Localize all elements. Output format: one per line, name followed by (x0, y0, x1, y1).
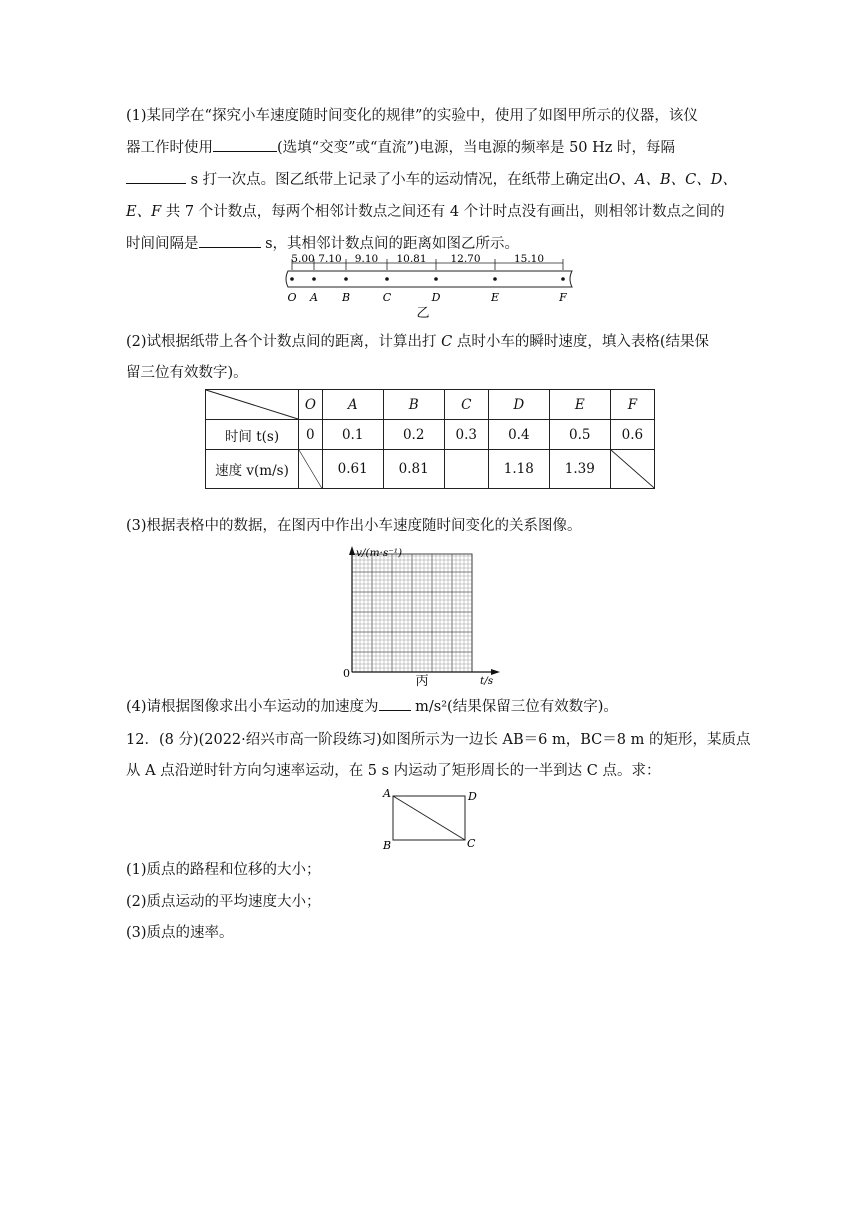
time-row-label: 时间 t(s) (206, 420, 299, 450)
q11-part1-line4: E、F 共 7 个计数点，每两个相邻计数点之间还有 4 个计时点没有画出，则相邻计数点之间的 (126, 204, 725, 220)
graph-caption: 丙 (415, 674, 429, 689)
table-header: O (299, 390, 323, 420)
table-header: B (383, 390, 444, 420)
q12-line1: 12．(8 分)(2022·绍兴市高一阶段练习)如图所示为一边长 AB＝6 m，BC＝8 m 的矩形，某质点 (126, 732, 751, 748)
tape-point-label: D (431, 291, 441, 304)
y-axis-label: v/(m·s⁻¹) (356, 547, 403, 559)
q12-sub2: (2)质点运动的平均速度大小； (126, 894, 321, 910)
q11-part1-line1: (1)某同学在“探究小车速度随时间变化的规律”的实验中，使用了如图甲所示的仪器，该仪 (126, 108, 698, 124)
table-cell: 0.4 (488, 420, 549, 450)
tape-point-label: A (310, 291, 318, 304)
q11-part4: (4)请根据图像求出小车运动的加速度为 m/s²(结果保留三位有效数字)。 (126, 699, 618, 715)
q11-part1-line2: 器工作时使用 (选填“交变”或“直流”)电源，当电源的频率是 50 Hz 时，每隔 (126, 140, 676, 156)
tape-distance-label: 9.10 (354, 253, 379, 265)
tape-point-label: E (490, 291, 500, 304)
table-cell: 1.18 (488, 450, 549, 489)
q12-line2: 从 A 点沿逆时针方向匀速率运动，在 5 s 内运动了矩形周长的一半到达 C 点。求： (126, 763, 661, 779)
q11-part1-line5: 时间间隔是 s，其相邻计数点间的距离如图乙所示。 (126, 236, 520, 252)
q11-part2-line1: (2)试根据纸带上各个计数点间的距离，计算出打 C 点时小车的瞬时速度，填入表格(结果保 (126, 334, 710, 350)
table-header: E (549, 390, 610, 420)
vertex-label-b: B (383, 839, 392, 852)
tape-point-label: F (559, 291, 567, 304)
table-header: F (610, 390, 654, 420)
table-header: D (488, 390, 549, 420)
tape-point-label: C (382, 291, 392, 304)
table-cell: 0 (299, 420, 323, 450)
tape-caption: 乙 (416, 306, 430, 321)
table-header: A (322, 390, 383, 420)
table-cell: 0.61 (322, 450, 383, 489)
tape-distance-label: 7.10 (318, 253, 342, 265)
diagonal-ac (393, 796, 465, 840)
tape-point-label: B (341, 291, 351, 304)
q11-part1-line3: s 打一次点。图乙纸带上记录了小车的运动情况，在纸带上确定出O、A、B、C、D、 (126, 170, 736, 190)
tape-distance-label: 5.00 (291, 253, 315, 265)
tape-distance-label: 10.81 (396, 253, 427, 265)
vertex-label-c: C (467, 837, 476, 850)
q12-sub1: (1)质点的路程和位移的大小； (126, 862, 321, 878)
table-header: C (444, 390, 488, 420)
velocity-row-label: 速度 v(m/s) (206, 450, 299, 489)
table-cell: 0.2 (383, 420, 444, 450)
tape-distance-label: 15.10 (513, 253, 545, 265)
q11-part2-line2: 留三位有效数字)。 (126, 365, 248, 381)
tape-distance-label: 12.70 (450, 253, 481, 265)
tape-point-label: O (287, 291, 297, 304)
q12-sub3: (3)质点的速率。 (126, 925, 234, 941)
vertex-label-d: D (468, 790, 477, 803)
table-cell: 0.5 (549, 420, 610, 450)
origin-label: 0 (343, 667, 350, 680)
q11-part3: (3)根据表格中的数据，在图丙中作出小车速度随时间变化的关系图像。 (126, 518, 582, 534)
table-cell: 1.39 (549, 450, 610, 489)
table-cell: 0.1 (322, 420, 383, 450)
vertex-label-a: A (383, 787, 391, 800)
table-cell: 0.3 (444, 420, 488, 450)
table-cell: 0.6 (610, 420, 654, 450)
x-axis-label: t/s (480, 675, 494, 687)
table-cell: 0.81 (383, 450, 444, 489)
